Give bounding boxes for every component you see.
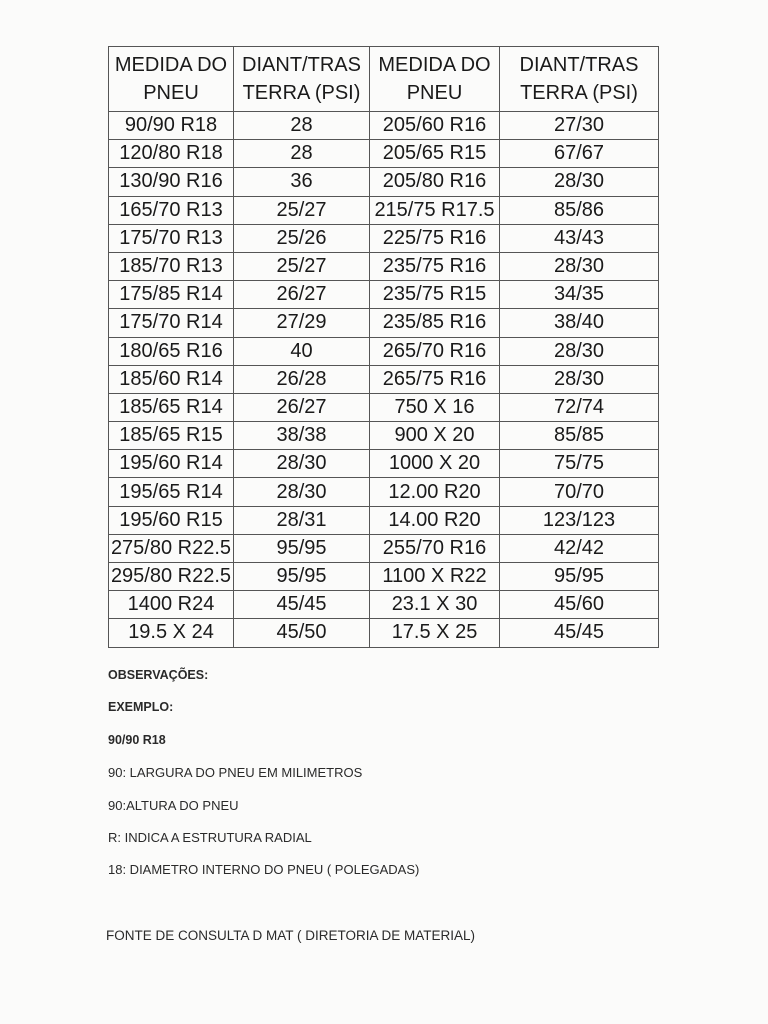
table-cell: 26/27: [234, 281, 370, 309]
table-cell: 17.5 X 25: [370, 619, 500, 647]
note-diameter: 18: DIAMETRO INTERNO DO PNEU ( POLEGADAS): [108, 862, 420, 877]
table-cell: 275/80 R22.5: [109, 534, 234, 562]
exemplo-label: EXEMPLO:: [108, 700, 174, 714]
table-row: [109, 365, 659, 393]
table-cell: 205/60 R16: [370, 112, 500, 140]
table-cell: 28/30: [500, 168, 659, 196]
tire-pressure-table: [108, 46, 659, 648]
header-pressao-1: DIANT/TRAS TERRA (PSI): [234, 47, 370, 112]
table-cell: 25/26: [234, 224, 370, 252]
table-cell: 265/70 R16: [370, 337, 500, 365]
table-row: [109, 393, 659, 421]
table-cell: 36: [234, 168, 370, 196]
table-cell: 38/40: [500, 309, 659, 337]
table-row: [109, 563, 659, 591]
table-cell: 205/80 R16: [370, 168, 500, 196]
table-cell: 12.00 R20: [370, 478, 500, 506]
note-width: 90: LARGURA DO PNEU EM MILIMETROS: [108, 765, 363, 780]
table-cell: 14.00 R20: [370, 506, 500, 534]
table-cell: 45/45: [234, 591, 370, 619]
table-cell: 28: [234, 112, 370, 140]
table-cell: 26/28: [234, 365, 370, 393]
table-cell: 95/95: [234, 534, 370, 562]
table-cell: 195/60 R14: [109, 450, 234, 478]
table-cell: 42/42: [500, 534, 659, 562]
table-cell: 175/70 R14: [109, 309, 234, 337]
table-cell: 185/65 R14: [109, 393, 234, 421]
table-cell: 38/38: [234, 422, 370, 450]
table-cell: 95/95: [500, 563, 659, 591]
table-cell: 750 X 16: [370, 393, 500, 421]
table-cell: 28: [234, 140, 370, 168]
note-radial: R: INDICA A ESTRUTURA RADIAL: [108, 830, 312, 845]
table-row: [109, 140, 659, 168]
table-cell: 235/85 R16: [370, 309, 500, 337]
table-cell: 28/30: [234, 478, 370, 506]
table-cell: 900 X 20: [370, 422, 500, 450]
table-cell: 255/70 R16: [370, 534, 500, 562]
table-cell: 123/123: [500, 506, 659, 534]
table-cell: 85/85: [500, 422, 659, 450]
table-body: [109, 112, 659, 648]
table-cell: 28/30: [500, 365, 659, 393]
header-pressao-2: DIANT/TRAS TERRA (PSI): [500, 47, 659, 112]
table-cell: 90/90 R18: [109, 112, 234, 140]
table-row: [109, 478, 659, 506]
table-cell: 235/75 R16: [370, 252, 500, 280]
table-cell: 295/80 R22.5: [109, 563, 234, 591]
table-cell: 40: [234, 337, 370, 365]
table-cell: 75/75: [500, 450, 659, 478]
table-cell: 45/60: [500, 591, 659, 619]
table-row: [109, 534, 659, 562]
table-row: [109, 450, 659, 478]
table-cell: 1000 X 20: [370, 450, 500, 478]
table-cell: 165/70 R13: [109, 196, 234, 224]
table-cell: 175/70 R13: [109, 224, 234, 252]
table-cell: 43/43: [500, 224, 659, 252]
table-cell: 34/35: [500, 281, 659, 309]
note-height: 90:ALTURA DO PNEU: [108, 798, 239, 813]
table-cell: 67/67: [500, 140, 659, 168]
table-cell: 180/65 R16: [109, 337, 234, 365]
table-cell: 235/75 R15: [370, 281, 500, 309]
table-cell: 175/85 R14: [109, 281, 234, 309]
table-cell: 130/90 R16: [109, 168, 234, 196]
table-cell: 225/75 R16: [370, 224, 500, 252]
observacoes-label: OBSERVAÇÕES:: [108, 668, 209, 682]
table-cell: 45/50: [234, 619, 370, 647]
table-cell: 1400 R24: [109, 591, 234, 619]
source-reference: FONTE DE CONSULTA D MAT ( DIRETORIA DE MATERIAL): [106, 928, 476, 943]
table-row: [109, 309, 659, 337]
table-row: [109, 422, 659, 450]
example-value: 90/90 R18: [108, 733, 166, 747]
table-cell: 45/45: [500, 619, 659, 647]
table-cell: 72/74: [500, 393, 659, 421]
table-row: [109, 252, 659, 280]
table-cell: 25/27: [234, 196, 370, 224]
table-row: [109, 591, 659, 619]
table-cell: 85/86: [500, 196, 659, 224]
table-cell: 28/30: [500, 252, 659, 280]
table-cell: 19.5 X 24: [109, 619, 234, 647]
table-cell: 70/70: [500, 478, 659, 506]
table-cell: 95/95: [234, 563, 370, 591]
table-cell: 1100 X R22: [370, 563, 500, 591]
table-row: [109, 281, 659, 309]
table-cell: 185/70 R13: [109, 252, 234, 280]
table-row: [109, 337, 659, 365]
table-cell: 27/29: [234, 309, 370, 337]
table-row: [109, 196, 659, 224]
table-cell: 25/27: [234, 252, 370, 280]
table-cell: 23.1 X 30: [370, 591, 500, 619]
table-row: [109, 112, 659, 140]
table-cell: 185/60 R14: [109, 365, 234, 393]
table-cell: 28/30: [500, 337, 659, 365]
table-cell: 205/65 R15: [370, 140, 500, 168]
table-cell: 28/31: [234, 506, 370, 534]
table-cell: 120/80 R18: [109, 140, 234, 168]
table-row: [109, 506, 659, 534]
table-cell: 265/75 R16: [370, 365, 500, 393]
header-medida-2: MEDIDA DO PNEU: [370, 47, 500, 112]
table-cell: 195/60 R15: [109, 506, 234, 534]
table-row: [109, 619, 659, 647]
table-row: [109, 168, 659, 196]
table-header-row: [109, 47, 659, 112]
table-cell: 185/65 R15: [109, 422, 234, 450]
table-cell: 27/30: [500, 112, 659, 140]
table-row: [109, 224, 659, 252]
table-cell: 26/27: [234, 393, 370, 421]
header-medida-1: MEDIDA DO PNEU: [109, 47, 234, 112]
table-cell: 28/30: [234, 450, 370, 478]
table-cell: 195/65 R14: [109, 478, 234, 506]
table-cell: 215/75 R17.5: [370, 196, 500, 224]
